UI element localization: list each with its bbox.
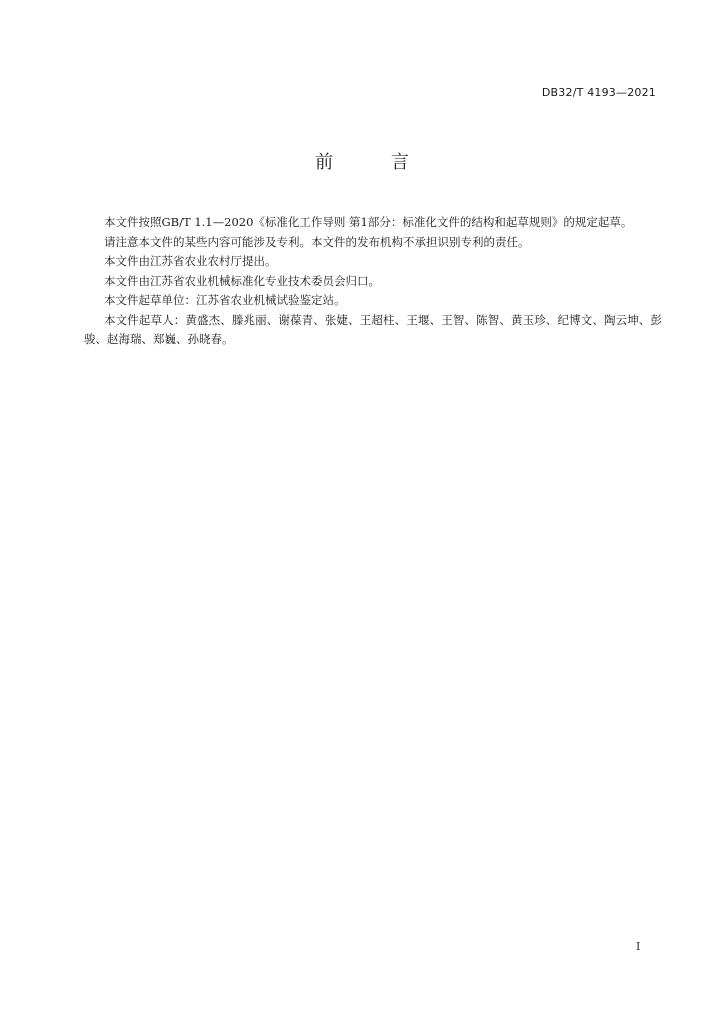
paragraph-drafters: 本文件起草人：黄盛杰、滕兆丽、谢葆青、张婕、王超柱、王堰、王智、陈智、黄玉珍、纪博文、陶云坤、彭骏、赵海瑞、郑巍、孙晓春。 xyxy=(84,312,662,346)
paragraph-proposed-by: 本文件由江苏省农业农村厅提出。 xyxy=(104,254,277,268)
paragraph-drafting-unit: 本文件起草单位：江苏省农业机械试验鉴定站。 xyxy=(104,293,346,307)
paragraph-patent-notice: 请注意本文件的某些内容可能涉及专利。本文件的发布机构不承担识别专利的责任。 xyxy=(104,234,530,249)
foreword-body xyxy=(84,213,662,350)
paragraph-centralized-by: 本文件由江苏省农业机械标准化专业技术委员会归口。 xyxy=(104,273,380,288)
page-number: I xyxy=(636,940,641,953)
standard-code: DB32/T 4193—2021 xyxy=(541,86,656,99)
page-title: 前 言 xyxy=(315,152,435,173)
paragraph-drafting-rules: 本文件按照GB/T 1.1—2020《标准化工作导则 第1部分：标准化文件的结构和起草规则》的规定起草。 xyxy=(104,215,633,229)
